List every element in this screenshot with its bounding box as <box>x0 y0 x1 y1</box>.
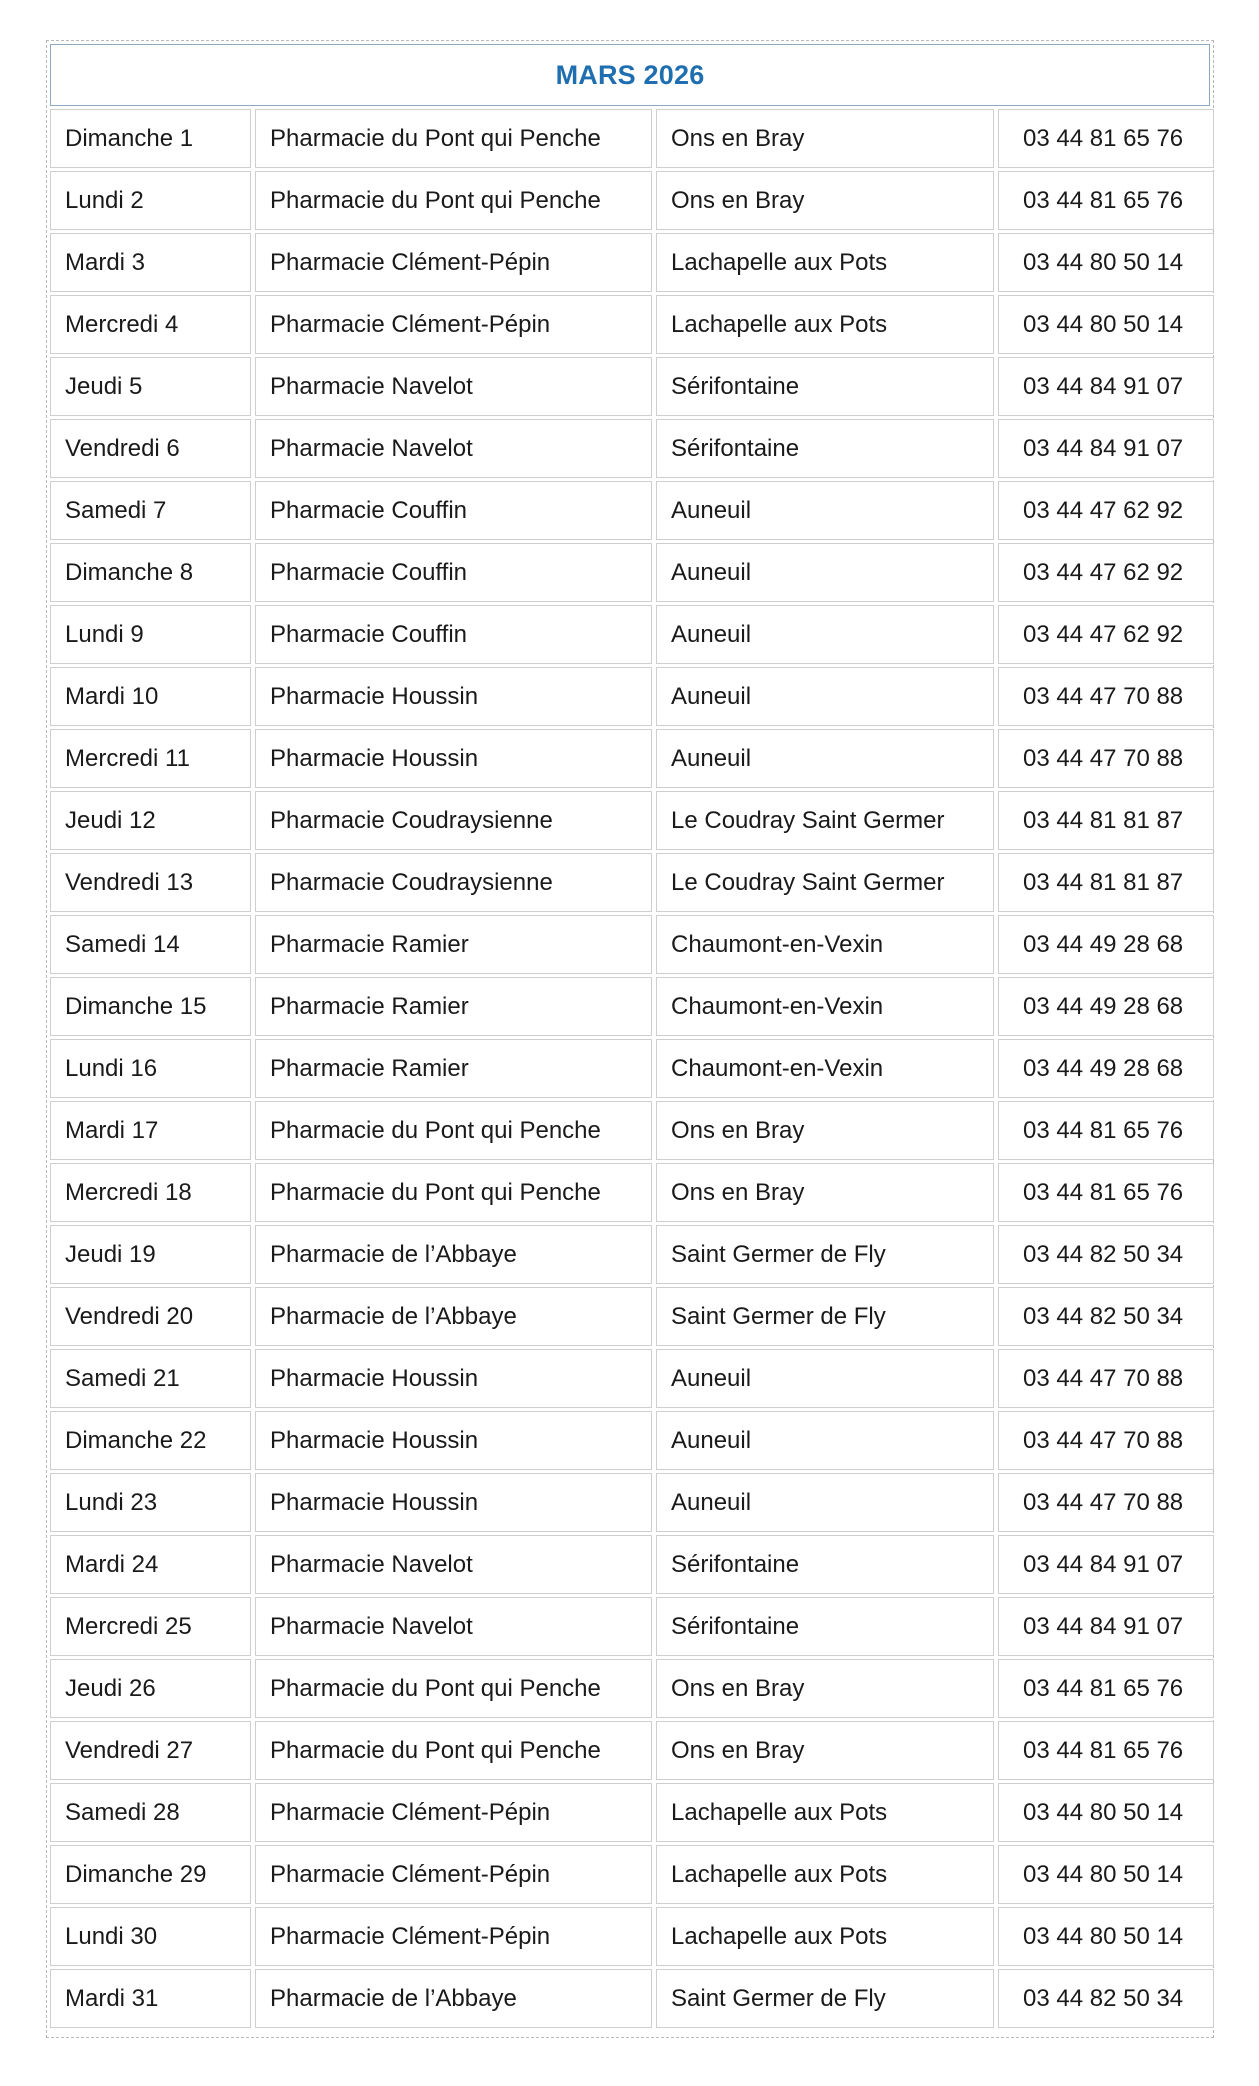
day-cell: Lundi 23 <box>50 1473 251 1532</box>
table-row <box>50 791 1210 850</box>
table-row <box>50 729 1210 788</box>
phone-cell: 03 44 84 91 07 <box>998 419 1214 478</box>
phone-cell: 03 44 81 81 87 <box>998 791 1214 850</box>
town-cell: Saint Germer de Fly <box>656 1225 994 1284</box>
table-title: MARS 2026 <box>555 59 705 90</box>
phone-cell: 03 44 49 28 68 <box>998 977 1214 1036</box>
day-cell: Samedi 14 <box>50 915 251 974</box>
pharmacy-cell: Pharmacie Ramier <box>255 915 652 974</box>
pharmacy-cell: Pharmacie Navelot <box>255 1535 652 1594</box>
day-cell: Mardi 24 <box>50 1535 251 1594</box>
phone-cell: 03 44 80 50 14 <box>998 233 1214 292</box>
table-row <box>50 853 1210 912</box>
phone-cell: 03 44 80 50 14 <box>998 1783 1214 1842</box>
table-row <box>50 605 1210 664</box>
pharmacy-cell: Pharmacie Navelot <box>255 357 652 416</box>
day-cell: Samedi 28 <box>50 1783 251 1842</box>
phone-cell: 03 44 82 50 34 <box>998 1287 1214 1346</box>
pharmacy-duty-table <box>46 40 1214 2038</box>
phone-cell: 03 44 81 65 76 <box>998 171 1214 230</box>
phone-cell: 03 44 82 50 34 <box>998 1969 1214 2028</box>
day-cell: Lundi 16 <box>50 1039 251 1098</box>
town-cell: Auneuil <box>656 1411 994 1470</box>
pharmacy-cell: Pharmacie de l’Abbaye <box>255 1969 652 2028</box>
table-row <box>50 171 1210 230</box>
table-row <box>50 1659 1210 1718</box>
phone-cell: 03 44 81 65 76 <box>998 1163 1214 1222</box>
pharmacy-cell: Pharmacie Houssin <box>255 1411 652 1470</box>
phone-cell: 03 44 81 65 76 <box>998 1101 1214 1160</box>
phone-cell: 03 44 47 62 92 <box>998 543 1214 602</box>
phone-cell: 03 44 49 28 68 <box>998 1039 1214 1098</box>
day-cell: Lundi 30 <box>50 1907 251 1966</box>
pharmacy-cell: Pharmacie Navelot <box>255 1597 652 1656</box>
pharmacy-cell: Pharmacie du Pont qui Penche <box>255 1721 652 1780</box>
pharmacy-cell: Pharmacie Ramier <box>255 1039 652 1098</box>
table-row <box>50 667 1210 726</box>
pharmacy-cell: Pharmacie Coudraysienne <box>255 853 652 912</box>
pharmacy-cell: Pharmacie Couffin <box>255 605 652 664</box>
table-row <box>50 1597 1210 1656</box>
table-row <box>50 1225 1210 1284</box>
day-cell: Samedi 21 <box>50 1349 251 1408</box>
town-cell: Auneuil <box>656 729 994 788</box>
day-cell: Vendredi 27 <box>50 1721 251 1780</box>
table-row <box>50 1163 1210 1222</box>
pharmacy-cell: Pharmacie Clément-Pépin <box>255 295 652 354</box>
phone-cell: 03 44 49 28 68 <box>998 915 1214 974</box>
phone-cell: 03 44 47 62 92 <box>998 481 1214 540</box>
town-cell: Ons en Bray <box>656 171 994 230</box>
pharmacy-cell: Pharmacie Couffin <box>255 481 652 540</box>
day-cell: Dimanche 1 <box>50 109 251 168</box>
town-cell: Sérifontaine <box>656 1535 994 1594</box>
table-row <box>50 1039 1210 1098</box>
day-cell: Mercredi 11 <box>50 729 251 788</box>
pharmacy-cell: Pharmacie du Pont qui Penche <box>255 109 652 168</box>
table-row <box>50 109 1210 168</box>
day-cell: Dimanche 22 <box>50 1411 251 1470</box>
phone-cell: 03 44 81 65 76 <box>998 1659 1214 1718</box>
day-cell: Mardi 3 <box>50 233 251 292</box>
phone-cell: 03 44 80 50 14 <box>998 1845 1214 1904</box>
day-cell: Dimanche 15 <box>50 977 251 1036</box>
day-cell: Jeudi 26 <box>50 1659 251 1718</box>
day-cell: Vendredi 13 <box>50 853 251 912</box>
day-cell: Mercredi 25 <box>50 1597 251 1656</box>
pharmacy-cell: Pharmacie Houssin <box>255 1473 652 1532</box>
table-row <box>50 1411 1210 1470</box>
town-cell: Ons en Bray <box>656 109 994 168</box>
phone-cell: 03 44 47 70 88 <box>998 729 1214 788</box>
town-cell: Lachapelle aux Pots <box>656 1907 994 1966</box>
town-cell: Chaumont-en-Vexin <box>656 1039 994 1098</box>
phone-cell: 03 44 47 70 88 <box>998 1349 1214 1408</box>
pharmacy-cell: Pharmacie du Pont qui Penche <box>255 171 652 230</box>
town-cell: Le Coudray Saint Germer <box>656 791 994 850</box>
day-cell: Dimanche 29 <box>50 1845 251 1904</box>
table-row <box>50 543 1210 602</box>
table-row <box>50 1349 1210 1408</box>
table-body <box>50 109 1210 2031</box>
table-row <box>50 1101 1210 1160</box>
town-cell: Sérifontaine <box>656 1597 994 1656</box>
day-cell: Vendredi 6 <box>50 419 251 478</box>
pharmacy-cell: Pharmacie Clément-Pépin <box>255 233 652 292</box>
phone-cell: 03 44 47 70 88 <box>998 1473 1214 1532</box>
day-cell: Jeudi 5 <box>50 357 251 416</box>
table-row <box>50 1721 1210 1780</box>
phone-cell: 03 44 80 50 14 <box>998 1907 1214 1966</box>
phone-cell: 03 44 84 91 07 <box>998 1535 1214 1594</box>
phone-cell: 03 44 81 65 76 <box>998 1721 1214 1780</box>
pharmacy-cell: Pharmacie Coudraysienne <box>255 791 652 850</box>
phone-cell: 03 44 81 65 76 <box>998 109 1214 168</box>
town-cell: Ons en Bray <box>656 1163 994 1222</box>
pharmacy-cell: Pharmacie Houssin <box>255 667 652 726</box>
town-cell: Saint Germer de Fly <box>656 1969 994 2028</box>
town-cell: Ons en Bray <box>656 1101 994 1160</box>
town-cell: Auneuil <box>656 543 994 602</box>
table-row <box>50 481 1210 540</box>
phone-cell: 03 44 47 70 88 <box>998 1411 1214 1470</box>
town-cell: Lachapelle aux Pots <box>656 1845 994 1904</box>
day-cell: Vendredi 20 <box>50 1287 251 1346</box>
pharmacy-cell: Pharmacie Ramier <box>255 977 652 1036</box>
phone-cell: 03 44 84 91 07 <box>998 357 1214 416</box>
table-row <box>50 419 1210 478</box>
phone-cell: 03 44 82 50 34 <box>998 1225 1214 1284</box>
day-cell: Lundi 9 <box>50 605 251 664</box>
day-cell: Dimanche 8 <box>50 543 251 602</box>
town-cell: Sérifontaine <box>656 419 994 478</box>
town-cell: Saint Germer de Fly <box>656 1287 994 1346</box>
town-cell: Lachapelle aux Pots <box>656 295 994 354</box>
day-cell: Mardi 17 <box>50 1101 251 1160</box>
day-cell: Mardi 31 <box>50 1969 251 2028</box>
table-row <box>50 233 1210 292</box>
table-row <box>50 1473 1210 1532</box>
town-cell: Lachapelle aux Pots <box>656 1783 994 1842</box>
town-cell: Auneuil <box>656 1349 994 1408</box>
day-cell: Lundi 2 <box>50 171 251 230</box>
pharmacy-cell: Pharmacie du Pont qui Penche <box>255 1659 652 1718</box>
table-title-box <box>50 44 1210 106</box>
table-row <box>50 915 1210 974</box>
table-row <box>50 1907 1210 1966</box>
town-cell: Sérifontaine <box>656 357 994 416</box>
table-row <box>50 1845 1210 1904</box>
town-cell: Auneuil <box>656 667 994 726</box>
pharmacy-cell: Pharmacie Navelot <box>255 419 652 478</box>
town-cell: Ons en Bray <box>656 1659 994 1718</box>
pharmacy-cell: Pharmacie Houssin <box>255 1349 652 1408</box>
pharmacy-cell: Pharmacie de l’Abbaye <box>255 1287 652 1346</box>
day-cell: Jeudi 19 <box>50 1225 251 1284</box>
town-cell: Ons en Bray <box>656 1721 994 1780</box>
day-cell: Mercredi 4 <box>50 295 251 354</box>
town-cell: Chaumont-en-Vexin <box>656 977 994 1036</box>
town-cell: Chaumont-en-Vexin <box>656 915 994 974</box>
pharmacy-cell: Pharmacie Couffin <box>255 543 652 602</box>
pharmacy-cell: Pharmacie Houssin <box>255 729 652 788</box>
town-cell: Auneuil <box>656 481 994 540</box>
table-row <box>50 1535 1210 1594</box>
pharmacy-cell: Pharmacie Clément-Pépin <box>255 1783 652 1842</box>
day-cell: Samedi 7 <box>50 481 251 540</box>
table-row <box>50 977 1210 1036</box>
town-cell: Lachapelle aux Pots <box>656 233 994 292</box>
town-cell: Auneuil <box>656 605 994 664</box>
phone-cell: 03 44 81 81 87 <box>998 853 1214 912</box>
pharmacy-cell: Pharmacie du Pont qui Penche <box>255 1101 652 1160</box>
table-row <box>50 1287 1210 1346</box>
phone-cell: 03 44 84 91 07 <box>998 1597 1214 1656</box>
pharmacy-cell: Pharmacie de l’Abbaye <box>255 1225 652 1284</box>
table-row <box>50 295 1210 354</box>
phone-cell: 03 44 80 50 14 <box>998 295 1214 354</box>
phone-cell: 03 44 47 62 92 <box>998 605 1214 664</box>
table-row <box>50 1783 1210 1842</box>
pharmacy-cell: Pharmacie Clément-Pépin <box>255 1845 652 1904</box>
day-cell: Jeudi 12 <box>50 791 251 850</box>
phone-cell: 03 44 47 70 88 <box>998 667 1214 726</box>
day-cell: Mercredi 18 <box>50 1163 251 1222</box>
town-cell: Auneuil <box>656 1473 994 1532</box>
town-cell: Le Coudray Saint Germer <box>656 853 994 912</box>
pharmacy-cell: Pharmacie Clément-Pépin <box>255 1907 652 1966</box>
day-cell: Mardi 10 <box>50 667 251 726</box>
table-row <box>50 357 1210 416</box>
table-row <box>50 1969 1210 2028</box>
pharmacy-cell: Pharmacie du Pont qui Penche <box>255 1163 652 1222</box>
